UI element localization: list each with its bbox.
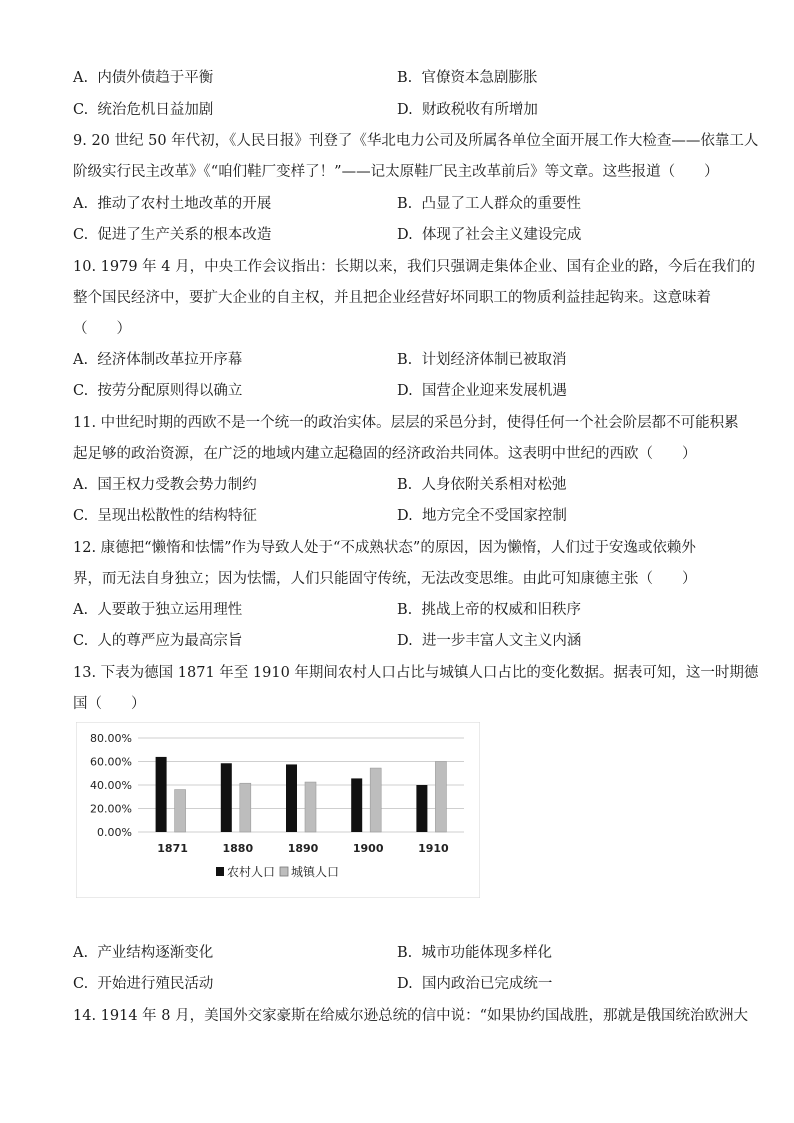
legend-swatch-rural xyxy=(216,867,224,876)
y-tick-label: 20.00% xyxy=(90,802,132,816)
q9-option-a[interactable]: A. 推动了农村土地改革的开展 xyxy=(73,196,272,212)
legend-label-urban: 城镇人口 xyxy=(291,865,340,879)
q10-option-c[interactable]: C. 按劳分配原则得以确立 xyxy=(73,383,243,399)
bar-urban-1880 xyxy=(240,783,251,832)
q8-option-d[interactable]: D. 财政税收有所增加 xyxy=(397,102,538,118)
x-tick-label: 1910 xyxy=(418,842,449,855)
q11-stem-line-2: 起足够的政治资源，在广泛的地域内建立起稳固的经济政治共同体。这表明中世纪的西欧（ ） xyxy=(73,446,697,462)
population-chart xyxy=(76,722,480,898)
q11-stem-line-1: 11. 中世纪时期的西欧不是一个统一的政治实体。层层的采邑分封，使得任何一个社会阶层都不可能积累 xyxy=(73,415,739,431)
bar-urban-1890 xyxy=(305,782,316,832)
q9-option-d[interactable]: D. 体现了社会主义建设完成 xyxy=(397,227,582,243)
bar-urban-1900 xyxy=(370,768,381,832)
q12-stem-line-1: 12. 康德把“懒惰和怯懦”作为导致人处于“不成熟状态”的原因，因为懒惰，人们过于安逸或依赖外 xyxy=(73,540,696,556)
bar-rural-1910 xyxy=(416,785,427,832)
q10-stem-line-3: （ ） xyxy=(73,321,131,337)
q8-option-c[interactable]: C. 统治危机日益加剧 xyxy=(73,102,214,118)
x-tick-label: 1900 xyxy=(352,842,384,855)
q11-option-c[interactable]: C. 呈现出松散性的结构特征 xyxy=(73,508,257,524)
q11-option-a[interactable]: A. 国王权力受教会势力制约 xyxy=(73,477,257,493)
q9-stem-line-1: 9. 20 世纪 50 年代初，《人民日报》刊登了《华北电力公司及所属各单位全面开展工作大检查——依靠工人 xyxy=(73,133,759,149)
population-bar-chart xyxy=(76,722,480,898)
q13-option-a[interactable]: A. 产业结构逐渐变化 xyxy=(73,945,214,961)
q13-option-d[interactable]: D. 国内政治已完成统一 xyxy=(397,976,553,992)
x-tick-label: 1871 xyxy=(157,842,188,855)
y-tick-label: 0.00% xyxy=(97,826,132,839)
bar-rural-1900 xyxy=(351,778,362,832)
q12-option-a[interactable]: A. 人要敢于独立运用理性 xyxy=(73,602,243,618)
bar-rural-1880 xyxy=(221,763,232,832)
bar-rural-1890 xyxy=(286,764,297,832)
q10-option-a[interactable]: A. 经济体制改革拉开序幕 xyxy=(73,352,243,368)
y-tick-label: 40.00% xyxy=(90,779,132,792)
q13-option-c[interactable]: C. 开始进行殖民活动 xyxy=(73,976,214,992)
q11-option-d[interactable]: D. 地方完全不受国家控制 xyxy=(397,508,567,524)
q9-option-b[interactable]: B. 凸显了工人群众的重要性 xyxy=(397,196,581,212)
q8-option-b[interactable]: B. 官僚资本急剧膨胀 xyxy=(397,70,538,86)
legend-label-rural: 农村人口 xyxy=(227,865,276,879)
q9-option-c[interactable]: C. 促进了生产关系的根本改造 xyxy=(73,227,272,243)
x-tick-label: 1890 xyxy=(287,842,319,855)
bar-rural-1871 xyxy=(156,757,167,832)
bar-urban-1871 xyxy=(175,790,186,832)
q12-option-c[interactable]: C. 人的尊严应为最高宗旨 xyxy=(73,633,243,649)
q10-option-b[interactable]: B. 计划经济体制已被取消 xyxy=(397,352,567,368)
q9-stem-line-2: 阶级实行民主改革》《“咱们鞋厂变样了！”——记太原鞋厂民主改革前后》等文章。这些报道（ ） xyxy=(73,164,719,180)
q12-option-d[interactable]: D. 进一步丰富人文主义内涵 xyxy=(397,633,582,649)
q10-option-d[interactable]: D. 国营企业迎来发展机遇 xyxy=(397,383,567,399)
q10-stem-line-2: 整个国民经济中，要扩大企业的自主权，并且把企业经营好坏同职工的物质利益挂起钩来。这意味着 xyxy=(73,290,711,306)
legend-swatch-urban xyxy=(280,867,288,876)
q13-option-b[interactable]: B. 城市功能体现多样化 xyxy=(397,945,552,961)
q8-option-a[interactable]: A. 内债外债趋于平衡 xyxy=(73,70,214,86)
q13-stem-line-2: 国（ ） xyxy=(73,696,146,712)
q10-stem-line-1: 10. 1979 年 4 月，中央工作会议指出：长期以来，我们只强调走集体企业、国有企业的路，今后在我们的 xyxy=(73,259,756,275)
q12-stem-line-2: 界，而无法自身独立；因为怯懦，人们只能固守传统，无法改变思维。由此可知康德主张（ ） xyxy=(73,571,697,587)
q13-stem-line-1: 13. 下表为德国 1871 年至 1910 年期间农村人口占比与城镇人口占比的变化数据。据表可知，这一时期德 xyxy=(73,665,759,681)
y-tick-label: 60.00% xyxy=(90,755,132,769)
q11-option-b[interactable]: B. 人身依附关系相对松弛 xyxy=(397,477,567,493)
y-tick-label: 80.00% xyxy=(90,732,132,745)
q12-option-b[interactable]: B. 挑战上帝的权威和旧秩序 xyxy=(397,602,581,618)
q14-stem-line-1: 14. 1914 年 8 月，美国外交家豪斯在给威尔逊总统的信中说：“如果协约国战胜，那就是俄国统治欧洲大 xyxy=(73,1008,749,1024)
x-tick-label: 1880 xyxy=(222,842,254,855)
bar-urban-1910 xyxy=(435,762,446,833)
